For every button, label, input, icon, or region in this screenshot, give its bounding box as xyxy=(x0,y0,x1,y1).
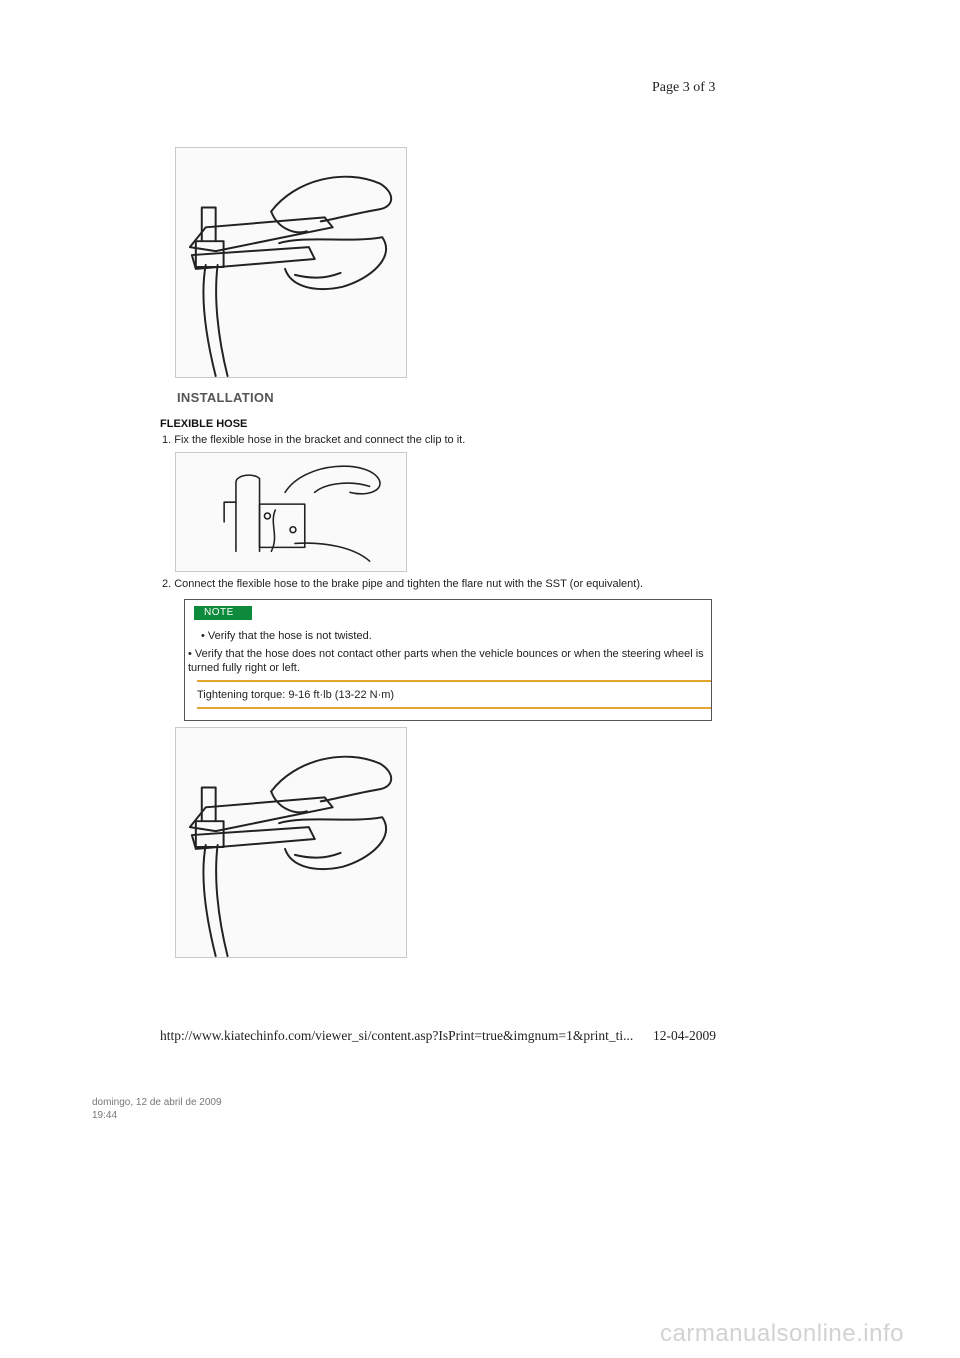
capture-date: domingo, 12 de abril de 2009 xyxy=(92,1097,222,1108)
print-date: 12-04-2009 xyxy=(653,1028,716,1043)
step-2-text: 2. Connect the flexible hose to the brake pipe and tighten the flare nut with the SST (or equivalent). xyxy=(162,578,644,590)
wrench-illustration-bottom xyxy=(175,727,407,958)
wrench-illustration-top xyxy=(175,147,407,378)
note-bullet-twist: • Verify that the hose is not twisted. xyxy=(201,630,372,642)
source-url: http://www.kiatechinfo.com/viewer_si/content.asp?IsPrint=true&imgnum=1&print_ti... xyxy=(160,1028,634,1043)
sub-heading: FLEXIBLE HOSE xyxy=(160,418,248,430)
note-bullet-contact: • Verify that the hose does not contact other parts when the vehicle bounces or when the steering wheel is turned fully right or left. xyxy=(188,648,704,674)
capture-time: 19:44 xyxy=(92,1110,118,1121)
watermark: carmanualsonline.info xyxy=(660,1320,904,1347)
hands-wrench-illustration xyxy=(176,728,406,957)
page-number: Page 3 of 3 xyxy=(652,80,716,95)
bracket-illustration xyxy=(175,452,407,572)
bracket-clip-illustration xyxy=(176,453,406,571)
section-title: INSTALLATION xyxy=(177,390,274,405)
note-divider xyxy=(197,680,711,682)
torque-spec: Tightening torque: 9-16 ft·lb (13-22 N·m) xyxy=(197,689,395,701)
step-1-text: 1. Fix the flexible hose in the bracket and connect the clip to it. xyxy=(162,434,466,446)
note-divider-bottom xyxy=(197,707,711,709)
hands-wrench-illustration xyxy=(176,148,406,377)
note-box xyxy=(184,599,712,721)
note-badge: NOTE xyxy=(194,606,252,620)
